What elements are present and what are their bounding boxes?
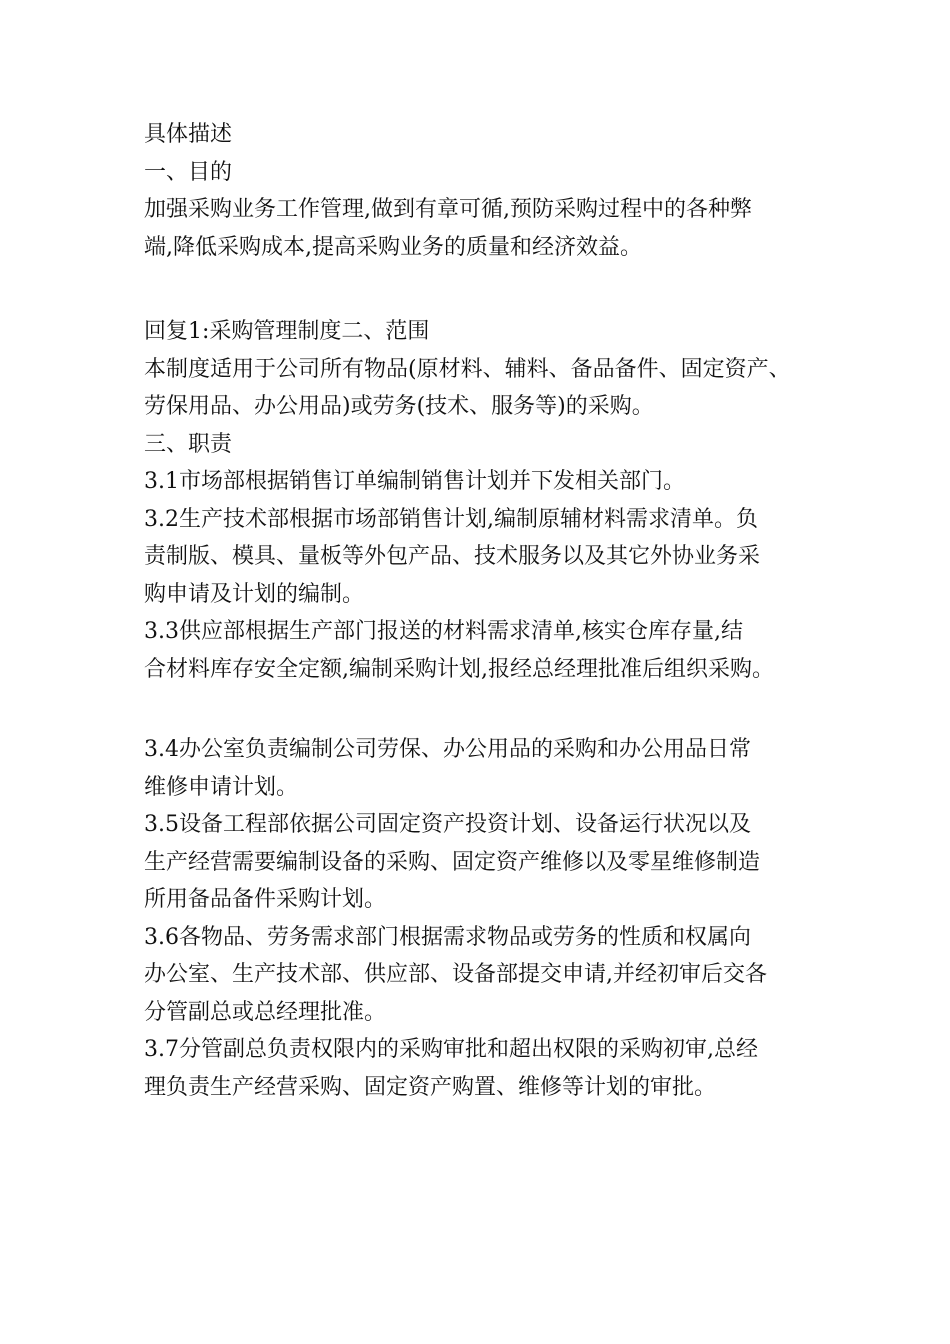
paragraph-line: 端,降低采购成本,提高采购业务的质量和经济效益。: [144, 234, 642, 260]
duty-item-3-5: 所用备品备件采购计划。: [144, 887, 387, 912]
duty-item-3-7: 理负责生产经营采购、固定资产购置、维修等计划的审批。: [144, 1074, 717, 1100]
paragraph-line: 劳保用品、办公用品)或劳务(技术、服务等)的采购。: [144, 394, 654, 419]
duty-item-3-1: 3.1市场部根据销售订单编制销售计划并下发相关部门。: [144, 469, 685, 494]
duty-item-3-5: 3.5设备工程部依据公司固定资产投资计划、设备运行状况以及: [144, 812, 751, 837]
duty-item-3-6: 分管副总或总经理批准。: [144, 999, 387, 1025]
duty-item-3-5: 生产经营需要编制设备的采购、固定资产维修以及零星维修制造: [144, 849, 761, 875]
document-heading: 具体描述: [144, 122, 233, 147]
section-title-purpose: 一、目的: [144, 159, 233, 185]
duty-item-3-2: 责制版、模具、量板等外包产品、技术服务以及其它外协业务采: [144, 544, 761, 569]
document-body: [144, 116, 834, 1106]
duty-item-3-7: 3.7分管副总负责权限内的采购审批和超出权限的采购初审,总经: [144, 1037, 758, 1062]
duty-item-3-3: 3.3供应部根据生产部门报送的材料需求清单,核实仓库存量,结: [144, 619, 743, 644]
duty-item-3-4: 维修申请计划。: [144, 774, 299, 800]
duty-item-3-3: 合材料库存安全定额,编制采购计划,报经总经理批准后组织采购。: [144, 656, 774, 682]
duty-item-3-2: 3.2生产技术部根据市场部销售计划,编制原辅材料需求清单。负: [144, 506, 758, 532]
duty-item-3-6: 办公室、生产技术部、供应部、设备部提交申请,并经初审后交各: [144, 962, 767, 987]
paragraph-gap: [144, 688, 834, 731]
duty-item-3-4: 3.4办公室负责编制公司劳保、办公用品的采购和办公用品日常: [144, 737, 751, 762]
paragraph-line: 本制度适用于公司所有物品(原材料、辅料、备品备件、固定资产、: [144, 356, 791, 382]
duty-item-3-2: 购申请及计划的编制。: [144, 581, 365, 607]
section-title-duties: 三、职责: [144, 431, 233, 457]
duty-item-3-6: 3.6各物品、劳务需求部门根据需求物品或劳务的性质和权属向: [144, 924, 751, 950]
paragraph-gap: [144, 266, 834, 313]
reply-line: 回复1:采购管理制度二、范围: [144, 319, 430, 344]
paragraph-line: 加强采购业务工作管理,做到有章可循,预防采购过程中的各种弊: [144, 197, 752, 222]
